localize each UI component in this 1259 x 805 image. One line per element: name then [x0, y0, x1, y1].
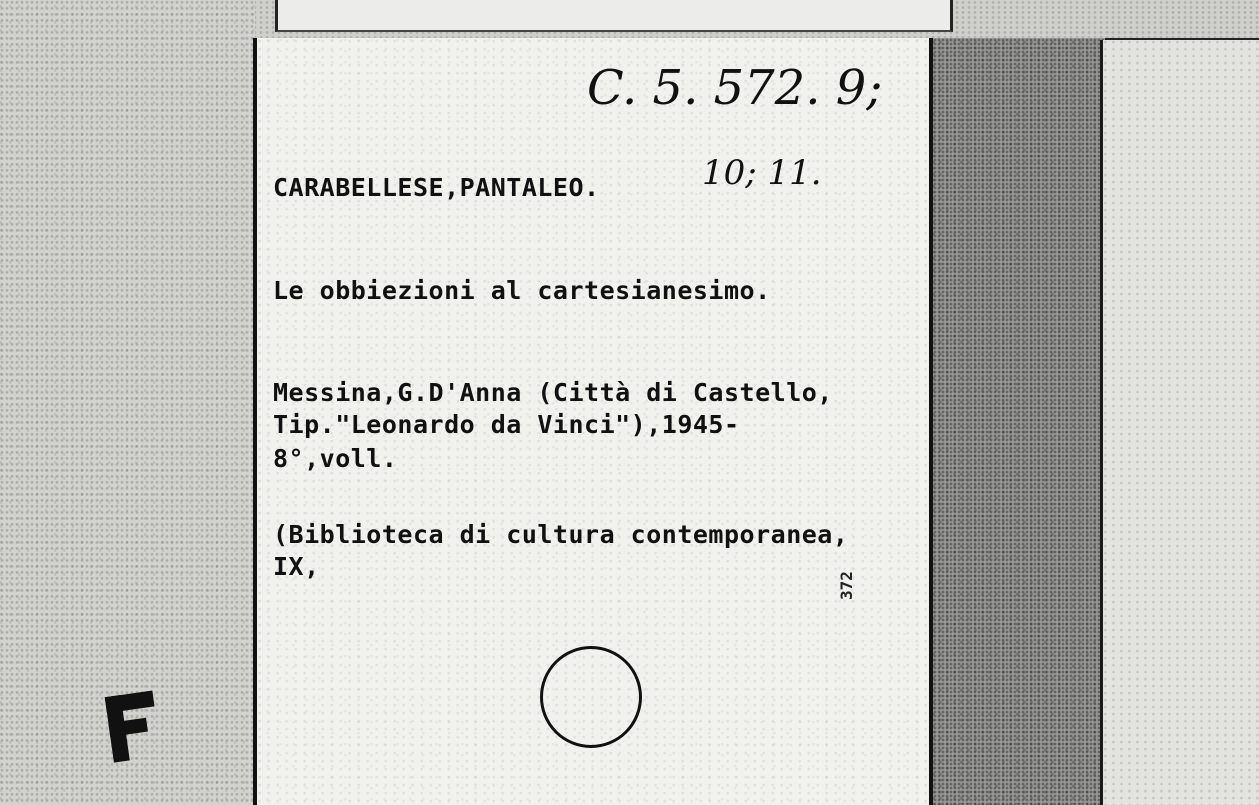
punch-hole — [540, 646, 642, 748]
drawer-left-wall — [0, 0, 255, 805]
imprint-line-2: Tip."Leonardo da Vinci"),1945- — [273, 410, 740, 439]
card-behind — [275, 0, 953, 32]
side-number: 372 — [837, 571, 856, 600]
adjacent-card — [1100, 40, 1259, 805]
work-title: Le obbiezioni al cartesianesimo. — [273, 276, 771, 305]
series-line-1: (Biblioteca di cultura contemporanea, — [273, 520, 849, 549]
call-number-volumes: 10; 11. — [702, 153, 822, 193]
drawer-right-divider — [925, 38, 1105, 805]
catalog-card — [253, 38, 933, 805]
author-heading: CARABELLESE,PANTALEO. — [273, 173, 600, 202]
call-number: C. 5. 572. 9; — [587, 60, 883, 116]
imprint-line-1: Messina,G.D'Anna (Città di Castello, — [273, 378, 833, 407]
drawer-letter-f — [100, 687, 160, 765]
imprint-line-3: 8°,voll. — [273, 444, 398, 473]
series-line-2: IX, — [273, 552, 320, 581]
